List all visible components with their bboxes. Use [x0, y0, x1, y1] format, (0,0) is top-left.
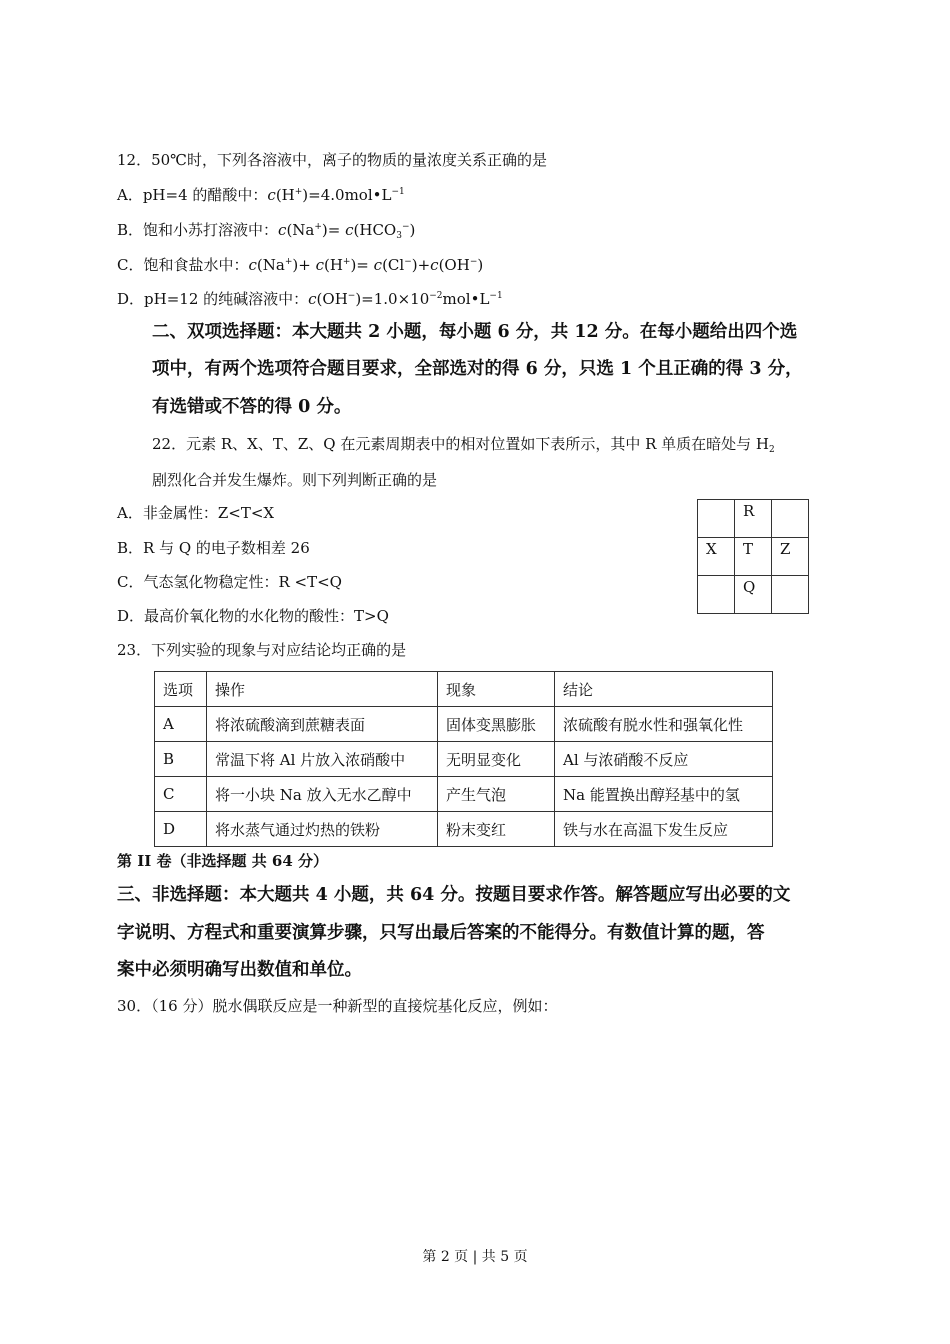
table-cell: 将一小块 Na 放入无水乙醇中 [207, 777, 438, 812]
table-row [155, 707, 773, 742]
q22-option-b: B．R 与 Q 的电子数相差 26 [117, 539, 310, 557]
part2-heading: 第 II 卷（非选择题 共 64 分） [117, 852, 329, 870]
q22-option-a: A．非金属性：Z<T<X [117, 504, 275, 522]
q23-stem: 23．下列实验的现象与对应结论均正确的是 [117, 641, 407, 659]
table-cell: 浓硫酸有脱水性和强氧化性 [555, 707, 773, 742]
table-header: 操作 [207, 672, 438, 707]
table-header: 选项 [155, 672, 207, 707]
page-footer: 第 2 页 | 共 5 页 [422, 1249, 528, 1265]
pt-cell [698, 500, 735, 538]
q30-stem: 30．（16 分）脱水偶联反应是一种新型的直接烷基化反应，例如： [117, 997, 558, 1015]
table-cell: 铁与水在高温下发生反应 [555, 812, 773, 847]
table-cell: 常温下将 Al 片放入浓硝酸中 [207, 742, 438, 777]
pt-cell: T [735, 538, 772, 576]
pt-cell: Z [772, 538, 809, 576]
q12-option-b: B．饱和小苏打溶液中：$c(Na^+)= c(HCO_3^-)$ [117, 221, 416, 241]
table-header: 现象 [438, 672, 555, 707]
q22-option-d: D．最高价氧化物的水化物的酸性：T>Q [117, 607, 389, 625]
table-row [155, 742, 773, 777]
table-cell: 产生气泡 [438, 777, 555, 812]
table-header-row [155, 672, 773, 707]
table-row [155, 777, 773, 812]
table-header: 结论 [555, 672, 773, 707]
table-cell: D [155, 812, 207, 847]
pt-cell [698, 576, 735, 614]
table-cell: B [155, 742, 207, 777]
q12-option-d: D．pH=12 的纯碱溶液中：$c(OH^-)=1.0\times 10^{-2}mol•L^{-1}$ [117, 290, 503, 308]
table-cell: 无明显变化 [438, 742, 555, 777]
q12-stem: 12．50℃时，下列各溶液中，离子的物质的量浓度关系正确的是 [117, 151, 547, 169]
q12-option-a: A．pH=4 的醋酸中：$c(H^+)=4.0mol•L^{-1}$ [117, 186, 405, 204]
table-row [155, 812, 773, 847]
q22-option-c: C．气态氢化物稳定性：R <T<Q [117, 573, 342, 591]
experiment-table [154, 671, 773, 847]
table-cell: 将水蒸气通过灼热的铁粉 [207, 812, 438, 847]
pt-cell [772, 576, 809, 614]
table-cell: 将浓硫酸滴到蔗糖表面 [207, 707, 438, 742]
pt-cell: R [735, 500, 772, 538]
periodic-table-grid [697, 499, 809, 614]
table-cell: A [155, 707, 207, 742]
table-cell: C [155, 777, 207, 812]
pt-cell: X [698, 538, 735, 576]
q12-option-c: C．饱和食盐水中：c(Na+)+ c(H+)= c(Cl−)+c(OH−) [117, 256, 484, 274]
pt-cell: Q [735, 576, 772, 614]
table-cell: 粉末变红 [438, 812, 555, 847]
table-cell: Na 能置换出醇羟基中的氢 [555, 777, 773, 812]
table-cell: Al 与浓硝酸不反应 [555, 742, 773, 777]
pt-cell [772, 500, 809, 538]
table-cell: 固体变黑膨胀 [438, 707, 555, 742]
